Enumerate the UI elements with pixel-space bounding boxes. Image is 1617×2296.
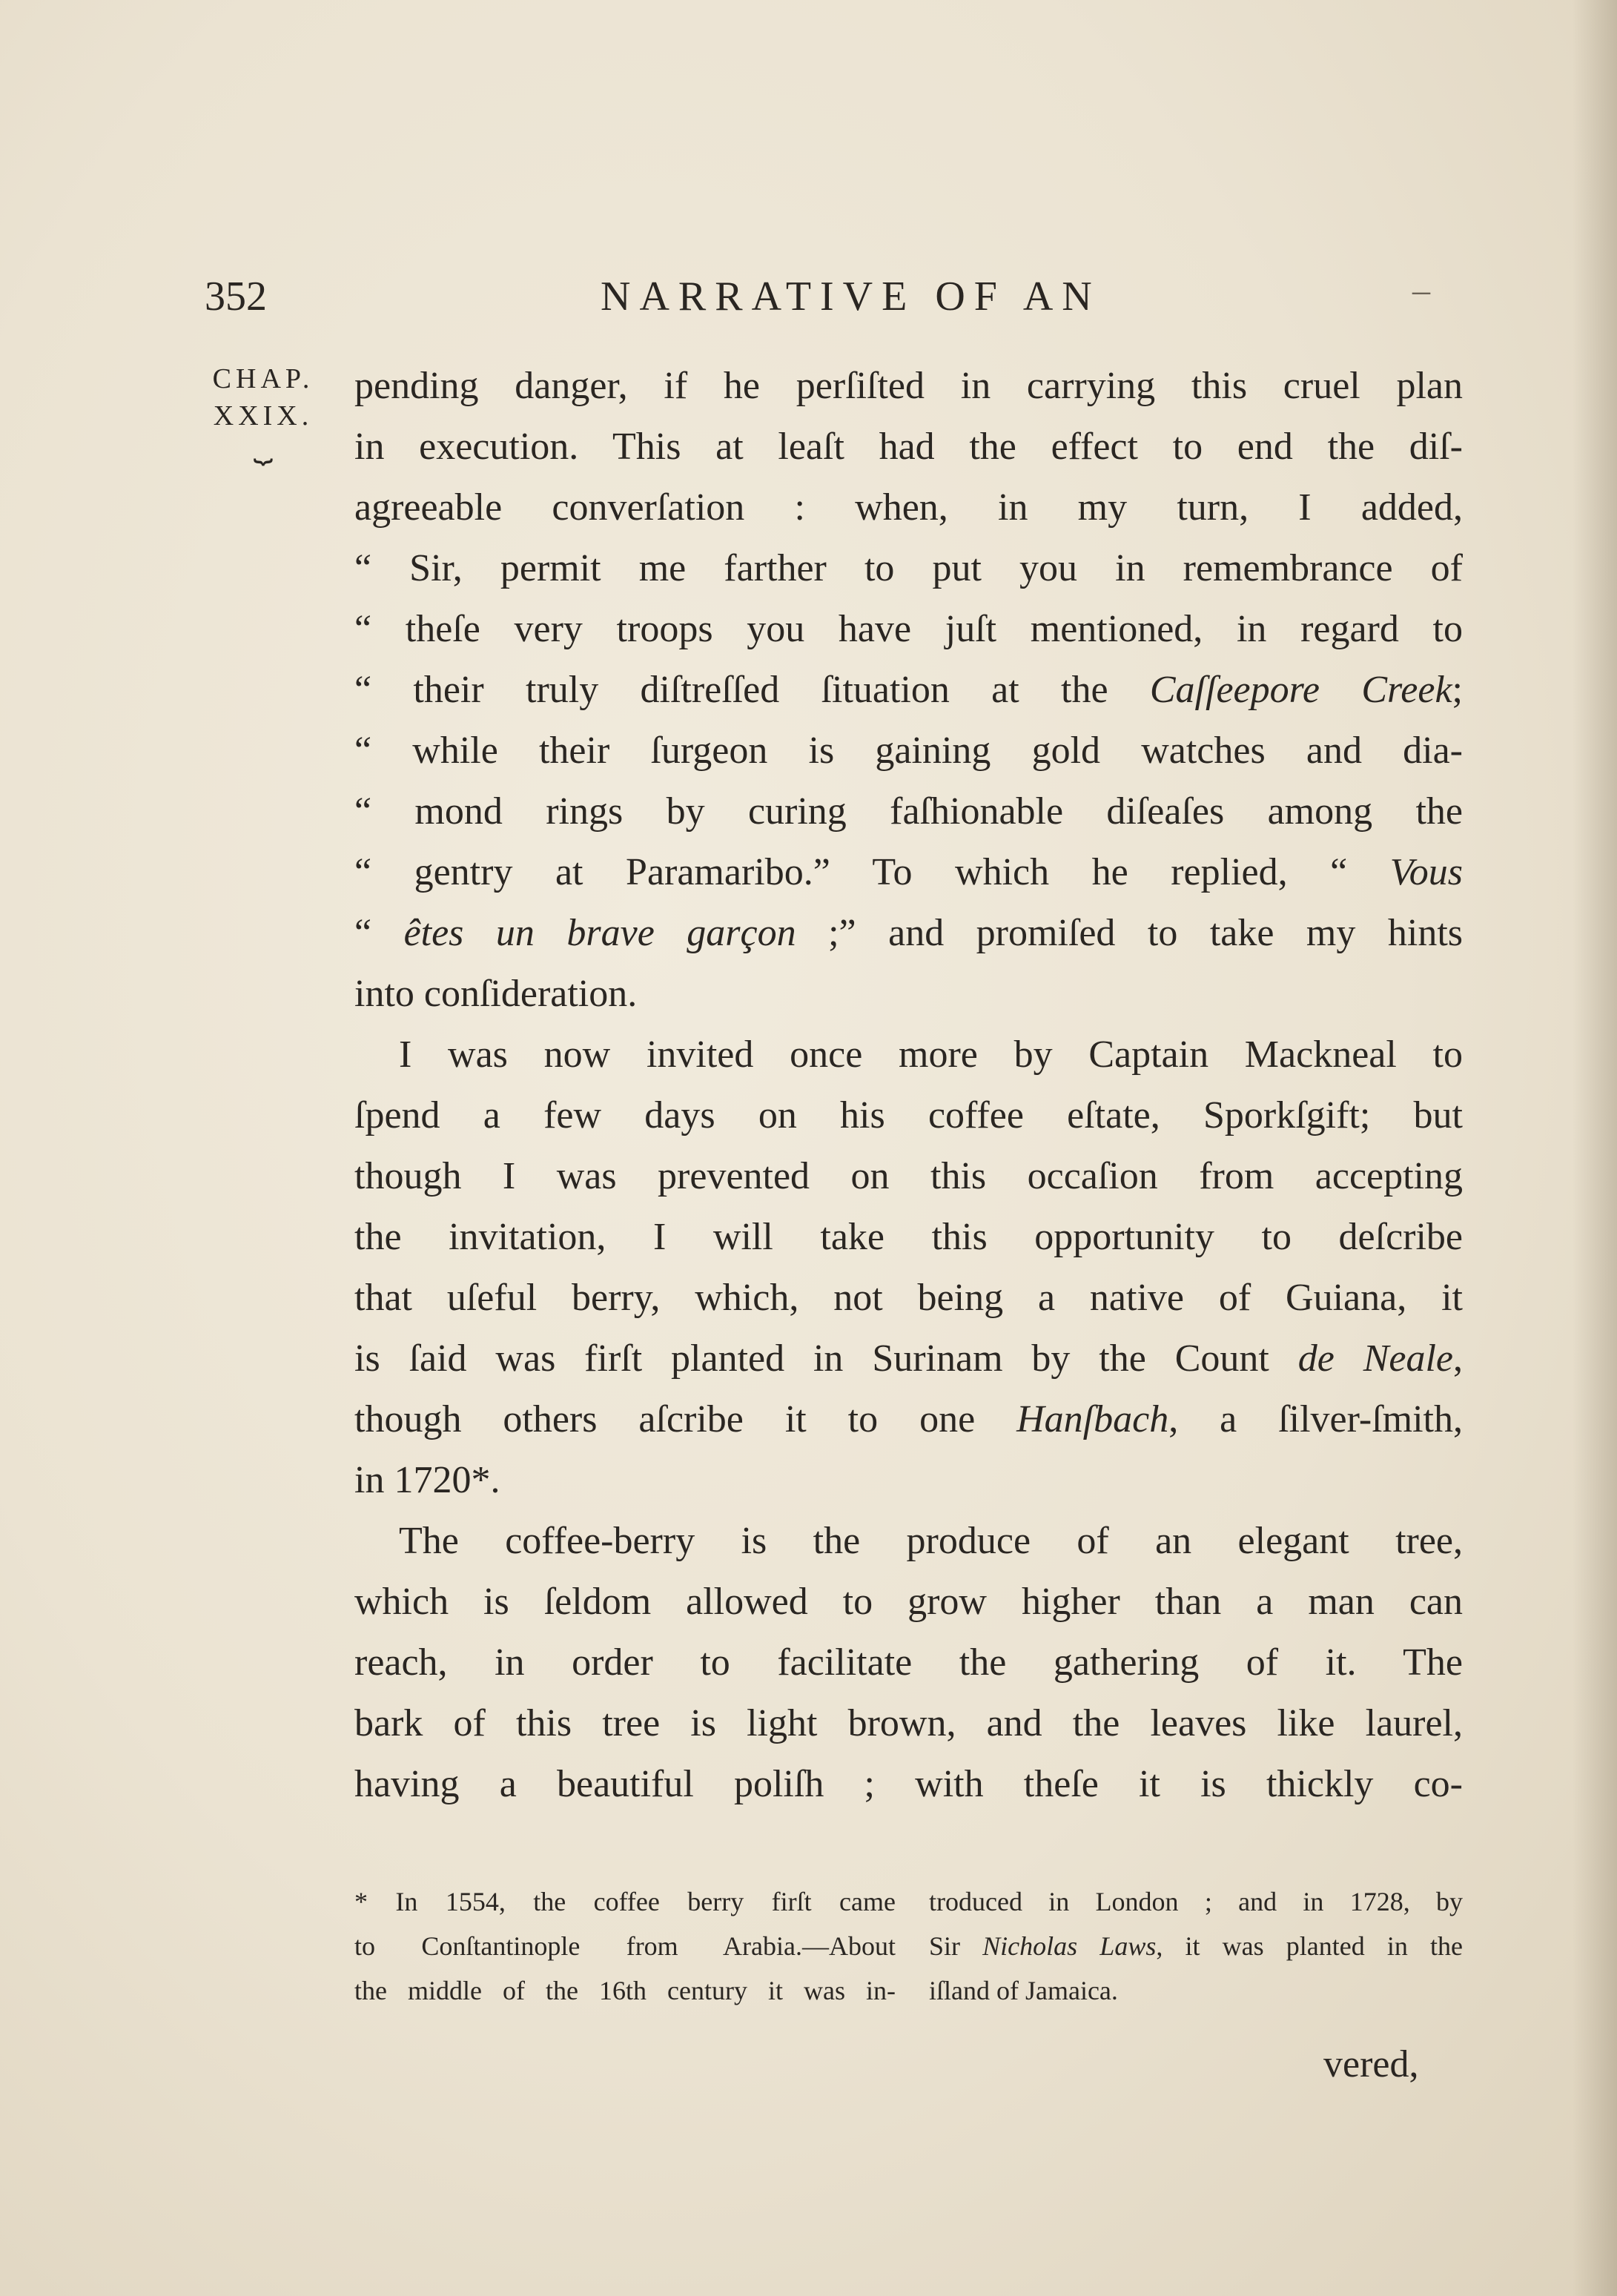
footnote-line <box>929 1924 1463 1968</box>
text-run: “ <box>354 912 404 954</box>
text-run: is ſaid was firſt planted in Surinam by the Count <box>354 1337 1298 1380</box>
text-line: pending danger, if he perſiſted in carrying this cruel plan <box>354 365 1463 407</box>
text-run: “ gentry at Paramaribo.” To which he replied, “ <box>354 851 1390 893</box>
text-line: The coffee-berry is the produce of an elegant tree, <box>399 1520 1463 1562</box>
text-run: ; <box>1452 669 1463 711</box>
footnote-line: to Conſtantinople from Arabia.—About <box>354 1931 896 1961</box>
text-line: into conſideration. <box>354 973 638 1015</box>
italic-text: êtes un brave garçon <box>403 912 796 954</box>
text-line <box>354 903 1463 964</box>
text-run: Sir <box>929 1931 983 1961</box>
text-line: that uſeful berry, which, not being a native of Guiana, it <box>354 1277 1463 1319</box>
text-run: “ their truly diſtreſſed ſituation at the <box>354 669 1150 711</box>
brace-ornament: ⏟ <box>253 427 274 463</box>
text-line: I was now invited once more by Captain Mackneal to <box>399 1033 1463 1076</box>
running-title: NARRATIVE OF AN <box>601 274 1101 320</box>
text-line: “ while their ſurgeon is gaining gold watches and dia- <box>354 730 1463 772</box>
text-line <box>354 1389 1463 1450</box>
text-run: , a ſilver-ſmith, <box>1168 1398 1463 1440</box>
body-text <box>354 356 1463 1815</box>
text-line: though I was prevented on this occaſion from accepting <box>354 1155 1463 1197</box>
italic-text: de Neale <box>1297 1337 1454 1380</box>
text-line: bark of this tree is light brown, and the leaves like laurel, <box>354 1702 1463 1744</box>
page-edge-shadow <box>1573 0 1617 2296</box>
text-line: in execution. This at leaſt had the effect to end the diſ- <box>354 426 1463 468</box>
text-run: though others aſcribe it to one <box>354 1398 1017 1440</box>
text-line: having a beautiful poliſh ; with theſe it is thickly co- <box>354 1763 1463 1805</box>
text-line: ſpend a few days on his coffee eſtate, Sporkſgift; but <box>354 1094 1463 1137</box>
footnote <box>354 1879 1463 2028</box>
text-line: in 1720*. <box>354 1459 500 1501</box>
text-run: ;” and promiſed to take my hints <box>796 912 1463 954</box>
italic-text: Hanſbach <box>1016 1398 1169 1440</box>
header-mark: – <box>1412 271 1430 310</box>
footnote-column-left <box>354 1879 896 2013</box>
text-line: agreeable converſation : when, in my turn, I added, <box>354 486 1463 529</box>
italic-text: Nicholas Laws <box>982 1931 1157 1961</box>
footnote-line: troduced in London ; and in 1728, by <box>929 1887 1463 1916</box>
chapter-label: CHAP. <box>212 363 314 394</box>
footnote-line: iſland of Jamaica. <box>929 1976 1118 2005</box>
text-run: , <box>1453 1337 1464 1380</box>
catchword: vered, <box>1323 2043 1419 2085</box>
text-line: which is ſeldom allowed to grow higher than a man can <box>354 1581 1463 1623</box>
chapter-number: XXIX. <box>213 400 314 431</box>
footnote-column-right <box>929 1879 1463 2013</box>
text-line <box>354 842 1463 903</box>
text-run: , it was planted in the <box>1156 1931 1464 1961</box>
text-line: the invitation, I will take this opportunity to deſcribe <box>354 1216 1463 1258</box>
text-line: “ mond rings by curing faſhionable diſeaſes among the <box>354 790 1463 833</box>
italic-text: Vous <box>1389 851 1463 893</box>
text-line: “ theſe very troops you have juſt mentioned, in regard to <box>354 608 1463 650</box>
chapter-marker <box>189 360 337 463</box>
text-line: reach, in order to facilitate the gathering of it. The <box>354 1641 1463 1684</box>
text-line: “ Sir, permit me farther to put you in remembrance of <box>354 547 1463 589</box>
italic-text: Caſſeepore Creek <box>1149 669 1452 711</box>
footnote-line: the middle of the 16th century it was in- <box>354 1976 896 2005</box>
footnote-line: * In 1554, the coffee berry firſt came <box>354 1887 896 1916</box>
text-line <box>354 660 1463 721</box>
page-header <box>0 273 1617 332</box>
page-number: 352 <box>205 274 267 320</box>
text-line <box>354 1329 1463 1389</box>
